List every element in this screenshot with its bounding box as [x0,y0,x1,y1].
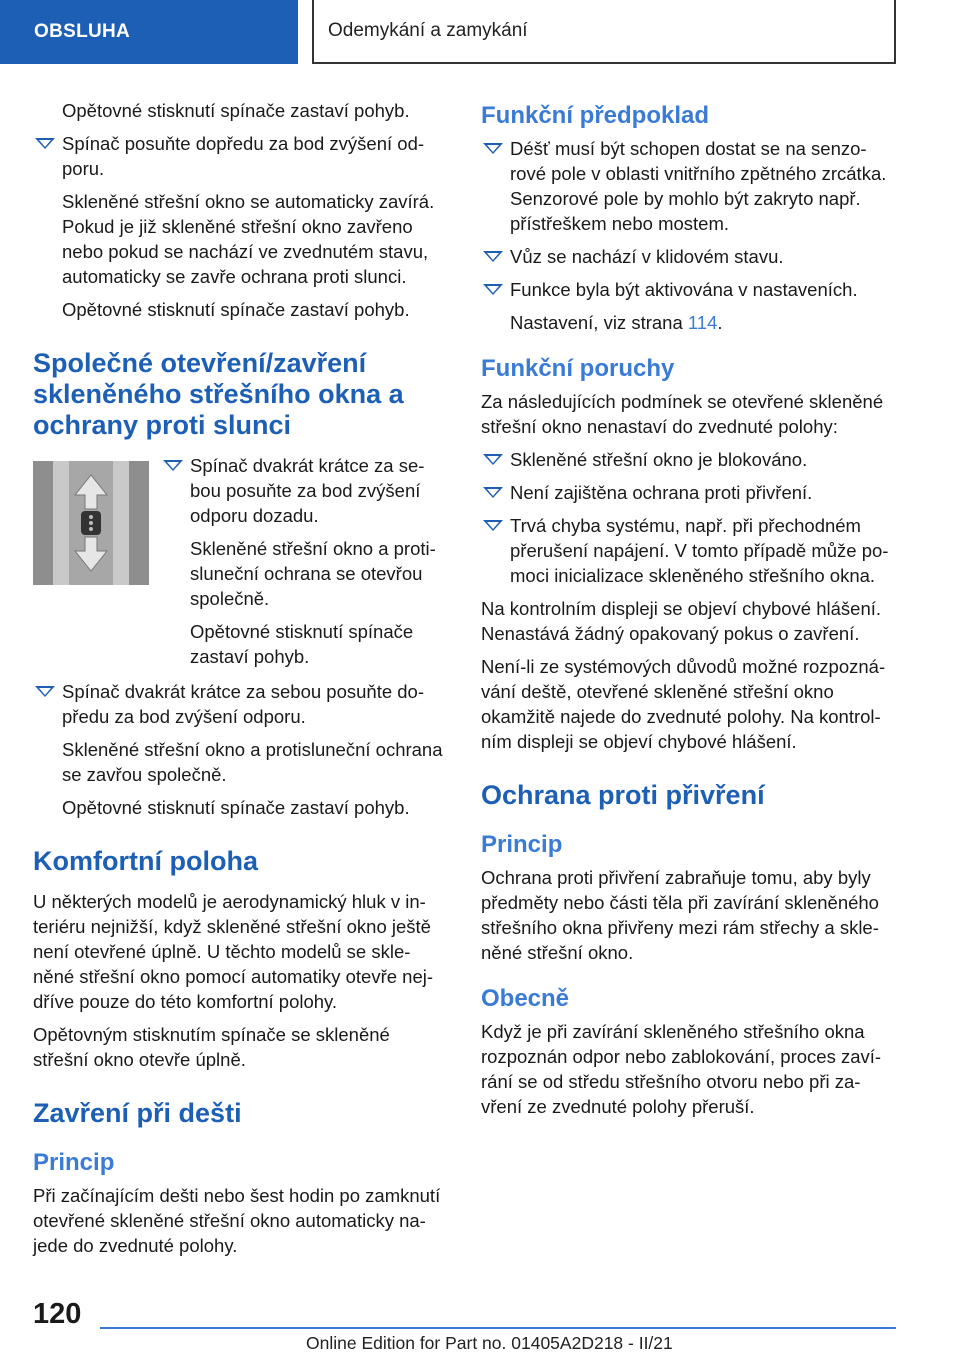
list-item: Spínač posuňte dopředu za bod zvýšení od-poru. [33,131,448,181]
heading-komfort: Komfortní poloha [33,846,258,876]
figure-text [161,453,448,677]
list-item: Déšť musí být schopen dostat se na senzo-rové pole v oblasti vnitřního zpětného zrcátka. Senzorové pole by mohlo být zakryto např. přístřeškem nebo mostem. [481,136,896,236]
list-item: Vůz se nachází v klidovém stavu. [481,244,896,269]
list-item: Spínač dvakrát krátce za sebou posuňte do-předu za bod zvýšení odporu. [33,679,448,729]
list-item: Funkce byla být aktivována v nastaveních. [481,277,896,302]
paragraph: Při začínajícím dešti nebo šest hodin po zamknutí otevřené skleněné střešní okno automaticky na-jede do zvednuté polohy. [33,1185,441,1256]
triangle-bullet-icon [483,487,503,498]
paragraph: Nastavení, viz strana 114. [510,312,723,333]
triangle-bullet-icon [483,520,503,531]
triangle-bullet-icon [483,454,503,465]
paragraph: Opětovným stisknutím spínače se skleněné střešní okno otevře úplně. [33,1024,390,1070]
triangle-bullet-icon [483,284,503,295]
paragraph: U některých modelů je aerodynamický hluk v in-teriéru nejnižší, když skleněné střešní okno ještě není otevřené úplně. U těchto modelů se skle-něné střešní okno pomocí automatiky otevře nej-dříve pouze do této komfortní polohy. [33,891,434,1012]
heading-ochrana: Ochrana proti přivření [481,780,765,810]
heading-zavreni: Zavření při dešti [33,1098,242,1128]
figure-row [33,453,448,677]
paragraph: Když je při zavírání skleněného střešního okna rozpoznán odpor nebo zablokování, proces zaví-rání se od středu střešního otvoru nebo při za-vření ze zvednuté polohy přeruší. [481,1021,882,1117]
edition-text: Online Edition for Part no. 01405A2D218 - II/21 [306,1333,673,1353]
paragraph: Není-li ze systémových důvodů možné rozpozná-vání deště, otevřené skleněné střešní okno okamžitě najede do zvednuté polohy. Na kontrol-ním displeji se objeví chybové hlášení. [481,656,886,752]
triangle-bullet-icon [35,686,55,697]
paragraph: Ochrana proti přivření zabraňuje tomu, aby byly předměty nebo části těla při zavírání skleněného střešního okna přivřeny mezi rám střechy a skle-něné střešní okno. [481,867,879,963]
paragraph: Opětovné stisknutí spínače zastaví pohyb. [62,299,410,320]
heading-predpoklad: Funkční předpoklad [481,102,710,129]
page-link[interactable]: 114 [687,312,718,333]
footer-divider [100,1327,896,1329]
triangle-bullet-icon [35,138,55,149]
heading-princip: Princip [33,1149,115,1176]
paragraph: Opětovné stisknutí spínače zastaví pohyb. [190,621,414,667]
section-tab: OBSLUHA [0,0,298,64]
heading-princip: Princip [481,831,563,858]
paragraph: Skleněné střešní okno a protisluneční ochrana se zavřou společně. [62,739,443,785]
list-item: Skleněné střešní okno je blokováno. [481,447,896,472]
left-column [33,98,448,1266]
paragraph: Skleněné střešní okno a proti-sluneční ochrana se otevřou společně. [190,538,436,609]
page-number: 120 [33,1298,82,1330]
roof-switch-icon [33,461,149,585]
triangle-bullet-icon [163,460,183,471]
heading-poruchy: Funkční poruchy [481,355,675,382]
list-item: Trvá chyba systému, např. při přechodném přerušení napájení. V tomto případě může po-moci inicializace skleněného střešního okna. [481,513,896,588]
list-item: Spínač dvakrát krátce za se-bou posuňte za bod zvýšení odporu dozadu. [161,453,448,528]
switch-illustration [33,461,149,585]
paragraph: Za následujících podmínek se otevřené skleněné střešní okno nenastaví do zvednuté polohy: [481,391,884,437]
paragraph: Skleněné střešní okno se automaticky zavírá. Pokud je již skleněné střešní okno zavřeno nebo pokud se nachází ve zvednutém stavu, automaticky se zavře ochrana proti slunci. [62,191,435,287]
paragraph: Opětovné stisknutí spínače zastaví pohyb. [62,797,410,818]
triangle-bullet-icon [483,143,503,154]
paragraph: Opětovné stisknutí spínače zastaví pohyb. [62,100,410,121]
paragraph: Na kontrolním displeji se objeví chybové hlášení. Nenastává žádný opakovaný pokus o zavření. [481,598,882,644]
list-item: Není zajištěna ochrana proti přivření. [481,480,896,505]
heading-spolecne: Společné otevření/zavření skleněného střešního okna a ochrany proti slunci [33,348,404,440]
triangle-bullet-icon [483,251,503,262]
chapter-title: Odemykání a zamykání [312,0,896,64]
heading-obecne: Obecně [481,985,570,1012]
right-column [481,98,896,1127]
